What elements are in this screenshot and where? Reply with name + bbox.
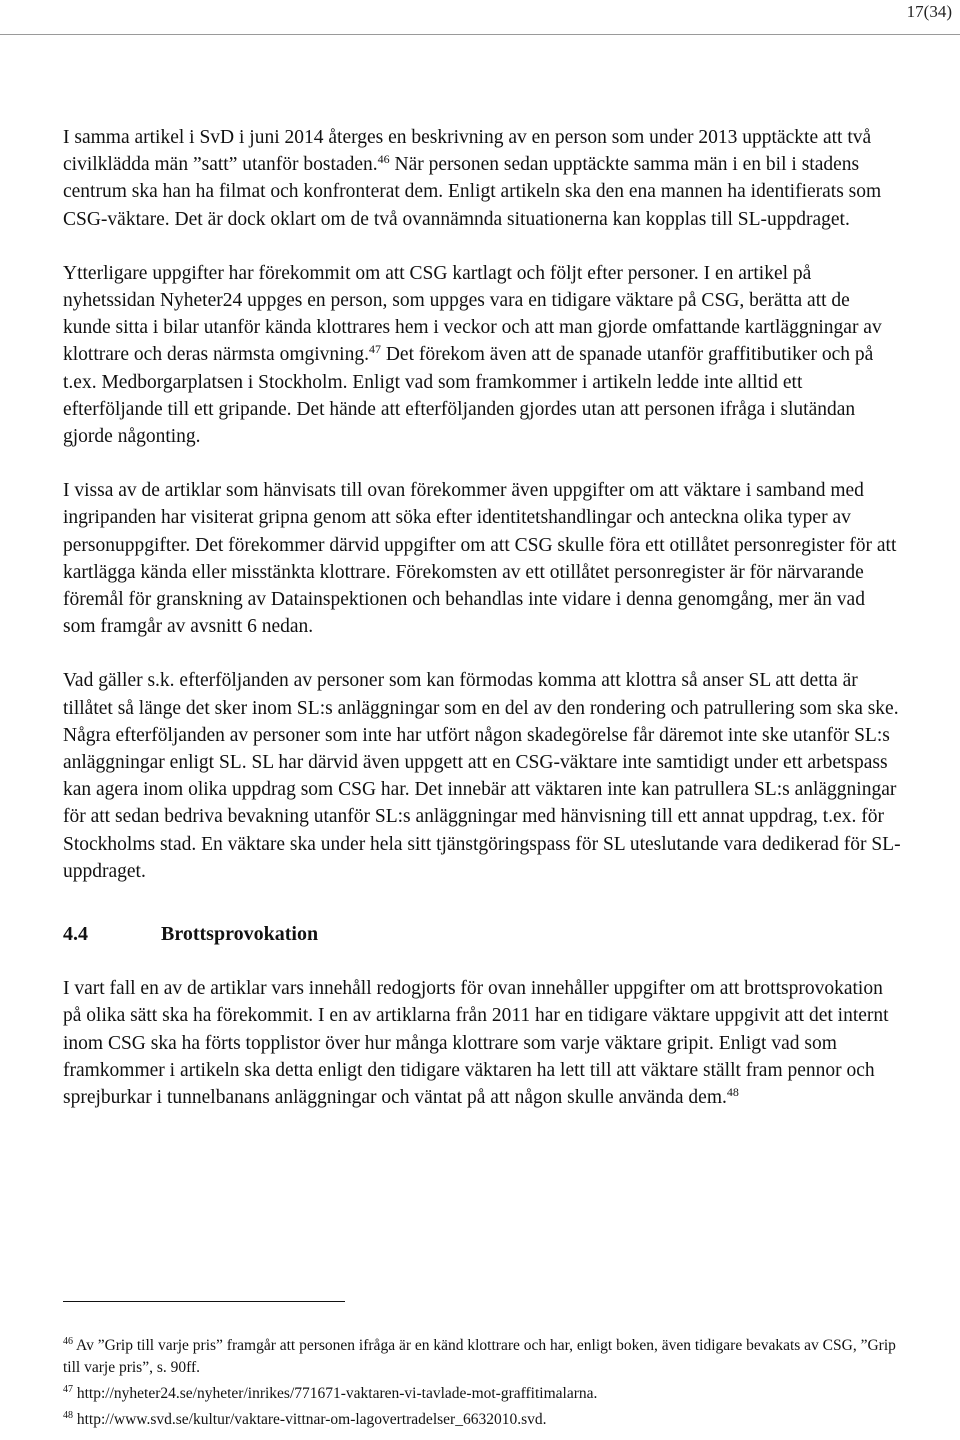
paragraph-2-text-b: Det förekom även att de spanade utanför graffitibutiker och på t.ex. Medborgarplatsen i Stockholm. Enligt vad som framkommer i artikeln ledde inte alltid ett efterföljande till ett gripande. Det hände att efterföljanden gjordes utan att personen ifråga i slutändan gjorde någonting. — [63, 344, 874, 448]
footnote-48 — [63, 1409, 901, 1431]
section-number: 4.4 — [63, 923, 88, 946]
paragraph-5 — [63, 975, 901, 1111]
header-rule — [0, 34, 960, 35]
footnote-text: Av ”Grip till varje pris” framgår att personen ifråga är en känd klottrare och har, enligt boken, även tidigare bevakats av CSG, ”Grip till varje pris”, s. 90ff. — [63, 1337, 896, 1376]
footnote-separator — [63, 1301, 345, 1302]
footnote-number: 48 — [63, 1410, 73, 1421]
footnote-46 — [63, 1335, 901, 1379]
footnote-number: 47 — [63, 1384, 73, 1395]
footnote-ref-47[interactable]: 47 — [368, 342, 381, 357]
footnote-link[interactable]: http://www.svd.se/kultur/vaktare-vittnar-om-lagovertradelser_6632010.svd. — [73, 1411, 547, 1428]
paragraph-1-text-a: I samma artikel i SvD i juni 2014 återges en beskrivning av en person som under 2013 upptäckte att två civilklädda män ”satt” utanför bostaden. — [63, 127, 872, 176]
paragraph-5-text: I vart fall en av de artiklar vars innehåll redogjorts för ovan innehåller uppgifter om att brottsprovokation på olika sätt ska ha förekommit. I en av artiklarna från 2011 har en tidigare väktare uppgivit att det internt inom CSG ska ha förts topplistor över hur många klottrare som varje väktare gripit. Enligt vad som framkommer i artikeln ska detta enligt den tidigare väktaren ha lett till att väktare ställt fram pennor och sprejburkar i tunnelbanans anläggningar och väntat på att någon skulle använda dem. — [63, 978, 889, 1109]
footnote-number: 46 — [63, 1336, 73, 1347]
paragraph-1-text-b: När personen sedan upptäckte samma män i en bil i stadens centrum ska han ha filmat och konfronterat dem. Enligt artikeln ska den ena mannen ha identifierats som CSG-väktare. Det är dock oklart om de två ovannämnda situationerna kan kopplas till SL-uppdraget. — [63, 154, 882, 230]
footnote-link[interactable]: http://nyheter24.se/nyheter/inrikes/771671-vaktaren-vi-tavlade-mot-graffitimalarna. — [73, 1385, 598, 1402]
footnotes — [63, 1335, 901, 1435]
section-title: Brottsprovokation — [161, 923, 319, 946]
paragraph-2-text-a: Ytterligare uppgifter har förekommit om att CSG kartlagt och följt efter personer. I en artikel på nyhetssidan Nyheter24 uppges en person, som uppges vara en tidigare väktare på CSG, berätta att de kunde sitta i bilar utanför kända klottrares hem i veckor och att man gjorde omfattande kartläggningar av klottrare och deras närmsta omgivning. — [63, 262, 882, 366]
footnote-47 — [63, 1383, 901, 1405]
document-body — [63, 124, 901, 1138]
paragraph-2 — [63, 260, 901, 450]
paragraph-4: Vad gäller s.k. efterföljanden av personer som kan förmodas komma att klottra så anser SL att detta är tillåtet så länge det sker inom SL:s anläggningar som en del av den rondering och patrullering som ska ske. Några efterföljanden av personer som inte har utfört någon skadegörelse får däremot inte ske utanför SL:s anläggningar enligt SL. SL har därvid även uppgett att en CSG-väktare inte samtidigt under ett arbetspass kan agera inom olika uppdrag som CSG har. Det innebär att väktaren inte kan patrullera SL:s anläggningar för att sedan bedriva bevakning utanför SL:s anläggningar med hänvisning till ett annat uppdrag, t.ex. för Stockholms stad. En väktare ska under hela sitt tjänstgöringspass för SL uteslutande vara dedikerad för SL-uppdraget. — [63, 670, 901, 882]
footnote-ref-48[interactable]: 48 — [726, 1085, 739, 1100]
footnote-ref-46[interactable]: 46 — [377, 152, 390, 167]
paragraph-1 — [63, 124, 901, 233]
paragraph-3: I vissa av de artiklar som hänvisats till ovan förekommer även uppgifter om att väktare i samband med ingripanden har visiterat gripna genom att söka efter identitetshandlingar och anteckna olika typer av personuppgifter. Det förekommer därvid uppgifter om att CSG skulle föra ett otillåtet personregister för att kartlägga kända eller misstänkta klottrare. Förekomsten av ett otillåtet personregister är för närvarande föremål för granskning av Datainspektionen och behandlas inte vidare i denna genomgång, mer än vad som framgår av avsnitt 6 nedan. — [63, 480, 897, 638]
page-number: 17(34) — [906, 2, 952, 21]
section-heading — [63, 921, 901, 948]
